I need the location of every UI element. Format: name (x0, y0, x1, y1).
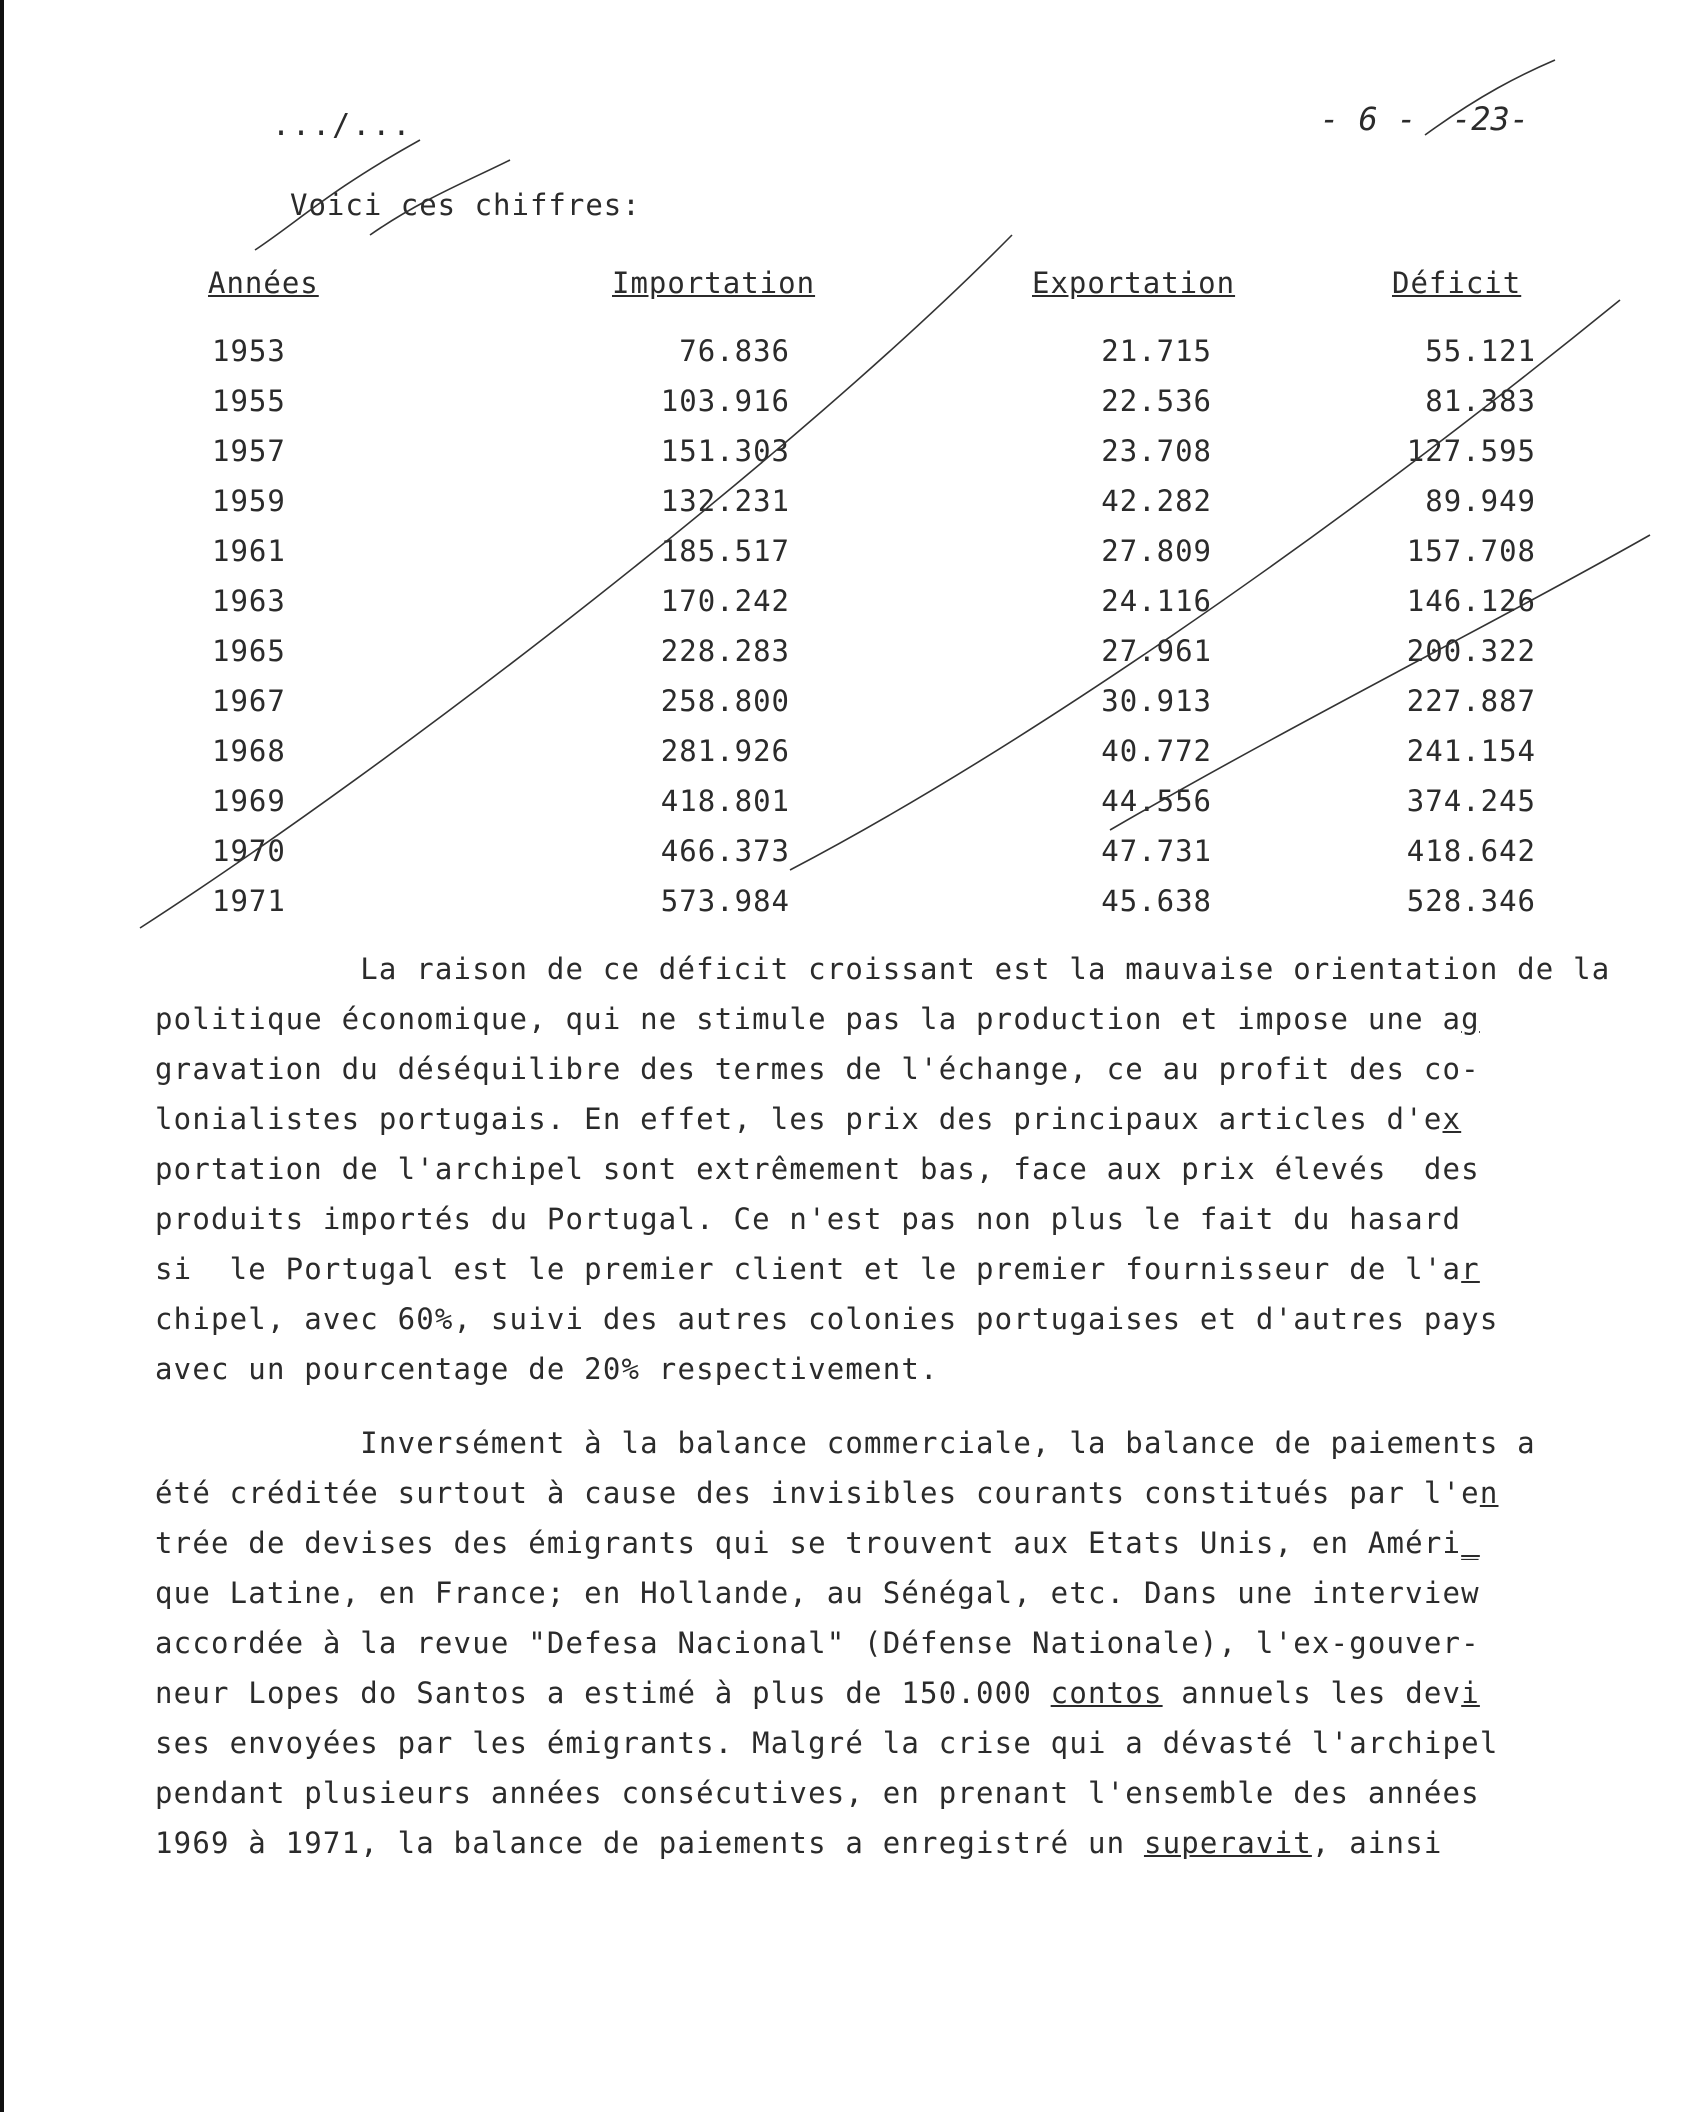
text-run: que Latine, en France; en Hollande, au Sénégal, etc. Dans une interview (155, 1576, 1480, 1610)
cell-exportation: 22.536 (1101, 384, 1212, 418)
cell-exportation: 23.708 (1101, 434, 1212, 468)
column-header-annees: Années (208, 266, 319, 300)
cell-exportation: 42.282 (1101, 484, 1212, 518)
cell-deficit: 241.154 (1406, 734, 1536, 768)
text-run: 1969 à 1971, la balance de paiements a enregistré un (155, 1826, 1144, 1860)
cell-year: 1955 (212, 384, 286, 418)
cell-year: 1961 (212, 534, 286, 568)
text-run: , ainsi (1311, 1826, 1443, 1860)
column-header-importation: Importation (612, 266, 816, 300)
cell-importation: 151.303 (660, 434, 790, 468)
underlined-text: g (1461, 1002, 1480, 1036)
column-header-deficit: Déficit (1392, 266, 1522, 300)
underlined-text: contos (1050, 1676, 1163, 1710)
cell-importation: 281.926 (660, 734, 790, 768)
cell-deficit: 227.887 (1406, 684, 1536, 718)
cell-importation: 418.801 (660, 784, 790, 818)
cell-deficit: 127.595 (1406, 434, 1536, 468)
cell-importation: 103.916 (660, 384, 790, 418)
cell-deficit: 55.121 (1425, 334, 1536, 368)
underlined-text: x (1442, 1102, 1462, 1136)
cell-deficit: 81.383 (1425, 384, 1536, 418)
text-run: portation de l'archipel sont extrêmement bas, face aux prix élevés des (155, 1152, 1480, 1186)
cell-year: 1968 (212, 734, 286, 768)
text-run: produits importés du Portugal. Ce n'est pas non plus le fait du hasard (155, 1202, 1462, 1236)
cell-importation: 466.373 (660, 834, 790, 868)
text-run: trée de devises des émigrants qui se trouvent aux Etats Unis, en Améri (155, 1526, 1462, 1560)
text-run: chipel, avec 60%, suivi des autres colonies portugaises et d'autres pays (155, 1302, 1499, 1336)
cell-exportation: 24.116 (1101, 584, 1212, 618)
cell-year: 1967 (212, 684, 286, 718)
cell-exportation: 30.913 (1101, 684, 1212, 718)
cell-exportation: 27.961 (1101, 634, 1212, 668)
cell-year: 1970 (212, 834, 286, 868)
text-run: Inversément à la balance commerciale, la balance de paiements a (155, 1426, 1536, 1460)
cell-deficit: 146.126 (1406, 584, 1536, 618)
table-intro: Voici ces chiffres: (290, 188, 641, 222)
cell-importation: 170.242 (660, 584, 790, 618)
column-header-exportation: Exportation (1032, 266, 1236, 300)
cell-importation: 76.836 (679, 334, 790, 368)
cell-importation: 258.800 (660, 684, 790, 718)
text-run: neur Lopes do Santos a estimé à plus de 150.000 (155, 1676, 1051, 1710)
strike-stroke (790, 300, 1620, 870)
underlined-text: _ (1461, 1526, 1480, 1560)
cell-importation: 573.984 (660, 884, 790, 918)
strike-stroke (255, 140, 420, 250)
cell-importation: 132.231 (660, 484, 790, 518)
cell-exportation: 44.556 (1101, 784, 1212, 818)
cell-year: 1965 (212, 634, 286, 668)
cell-exportation: 27.809 (1101, 534, 1212, 568)
cell-exportation: 47.731 (1101, 834, 1212, 868)
cell-year: 1971 (212, 884, 286, 918)
cell-deficit: 374.245 (1406, 784, 1536, 818)
text-run: pendant plusieurs années consécutives, en prenant l'ensemble des années (155, 1776, 1480, 1810)
text-run: été créditée surtout à cause des invisibles courants constitués par l'e (155, 1476, 1480, 1510)
cell-exportation: 45.638 (1101, 884, 1212, 918)
strike-stroke (1110, 535, 1650, 830)
underlined-text: n (1479, 1476, 1499, 1510)
strike-stroke (140, 235, 1012, 928)
text-run: accordée à la revue "Defesa Nacional" (Défense Nationale), l'ex-gouver- (155, 1626, 1480, 1660)
text-run: lonialistes portugais. En effet, les prix des principaux articles d'e (155, 1102, 1443, 1136)
underlined-text: r (1461, 1252, 1480, 1286)
continuation-mark: .../... (272, 108, 413, 143)
cell-exportation: 40.772 (1101, 734, 1212, 768)
text-run: ses envoyées par les émigrants. Malgré la crise qui a dévasté l'archipel (155, 1726, 1499, 1760)
text-run: si le Portugal est le premier client et le premier fournisseur de l'a (155, 1252, 1462, 1286)
text-run: gravation du déséquilibre des termes de l'échange, ce au profit des co- (155, 1052, 1480, 1086)
cell-year: 1969 (212, 784, 286, 818)
text-run: avec un pourcentage de 20% respectivement. (155, 1352, 939, 1386)
cell-deficit: 157.708 (1406, 534, 1536, 568)
cell-deficit: 89.949 (1425, 484, 1536, 518)
cell-deficit: 200.322 (1406, 634, 1536, 668)
cell-year: 1957 (212, 434, 286, 468)
text-run: politique économique, qui ne stimule pas la production et impose une a (155, 1002, 1462, 1036)
cell-importation: 185.517 (660, 534, 790, 568)
cell-year: 1953 (212, 334, 286, 368)
cell-exportation: 21.715 (1101, 334, 1212, 368)
cell-importation: 228.283 (660, 634, 790, 668)
cell-year: 1959 (212, 484, 286, 518)
underlined-text: superavit (1143, 1826, 1312, 1860)
underlined-text: i (1461, 1676, 1480, 1710)
cell-deficit: 418.642 (1406, 834, 1536, 868)
cell-year: 1963 (212, 584, 286, 618)
strike-stroke (370, 160, 510, 235)
cell-deficit: 528.346 (1406, 884, 1536, 918)
text-run: annuels les dev (1162, 1676, 1462, 1710)
strike-stroke (1425, 60, 1555, 135)
page-number: - 6 - (1320, 100, 1417, 138)
text-run: La raison de ce déficit croissant est la mauvaise orientation de la (155, 952, 1611, 986)
old-page-number: -23- (1452, 100, 1530, 138)
